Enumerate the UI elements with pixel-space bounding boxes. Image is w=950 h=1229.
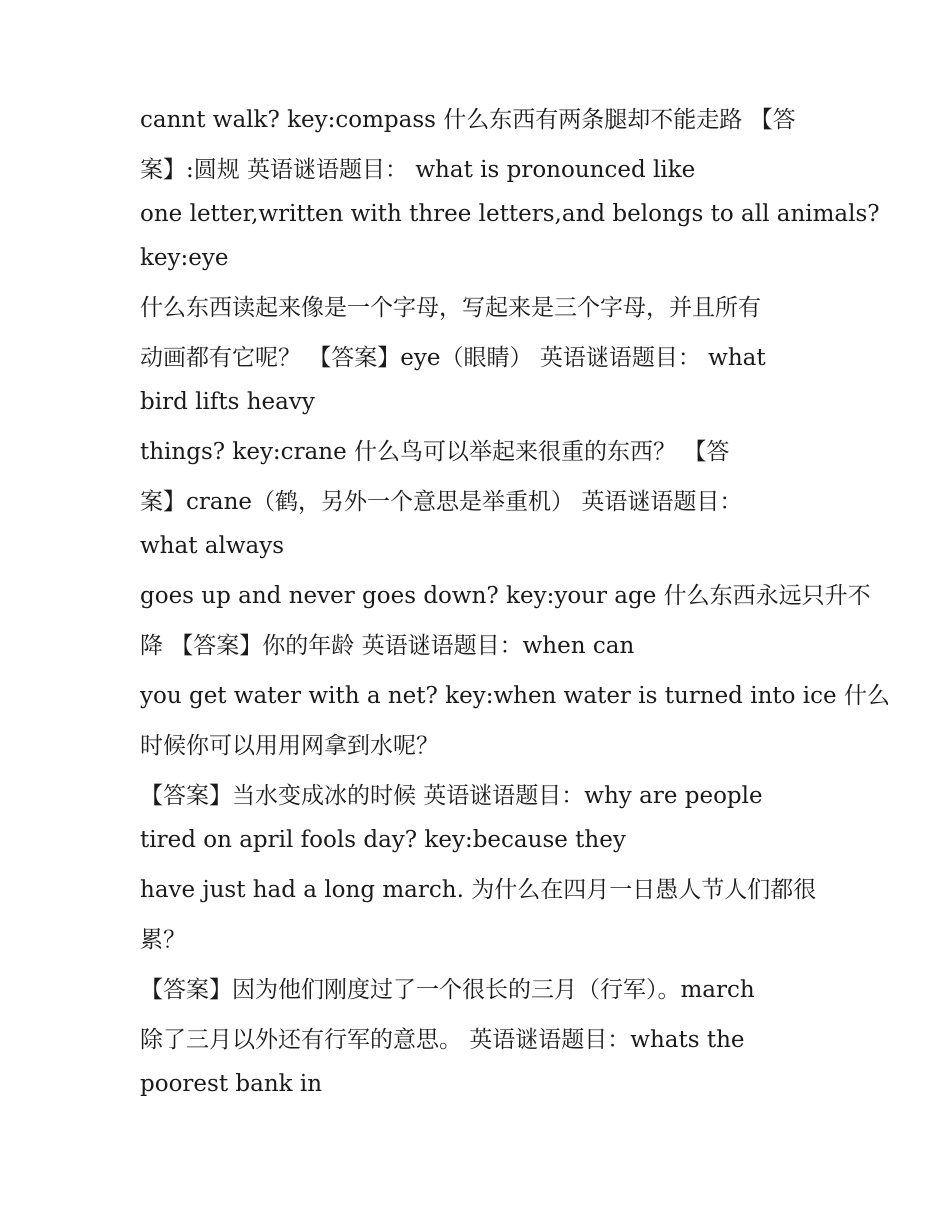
text-line: 案】crane（鹤，另外一个意思是举重机） 英语谜语题目： [140, 489, 743, 515]
text-line: what always [140, 533, 285, 559]
text-line: cannt walk? key:compass 什么东西有两条腿却不能走路 【答 [140, 107, 796, 133]
text-line: 案】:圆规 英语谜语题目： what is pronounced like [140, 157, 696, 183]
text-line: tired on april fools day? key:because they [140, 827, 626, 853]
document-text [140, 106, 890, 1098]
text-line: one letter,written with three letters,and belongs to all animals? [140, 201, 880, 227]
text-line: poorest bank in [140, 1071, 323, 1097]
text-line: 时候你可以用用网拿到水呢？ [140, 733, 439, 759]
text-line: bird lifts heavy [140, 389, 315, 415]
text-line: things? key:crane 什么鸟可以举起来很重的东西？ 【答 [140, 439, 730, 465]
text-line: 【答案】因为他们刚度过了一个很长的三月（行军）。march [140, 977, 755, 1003]
text-line: 动画都有它呢？ 【答案】eye（眼睛） 英语谜语题目： what [140, 345, 766, 371]
text-line: 什么东西读起来像是一个字母，写起来是三个字母，并且所有 [140, 295, 761, 321]
text-line: 除了三月以外还有行军的意思。 英语谜语题目：whats the [140, 1027, 745, 1053]
text-line: key:eye [140, 245, 229, 271]
text-line: you get water with a net? key:when water is turned into ice 什么 [140, 683, 890, 709]
text-line: 【答案】当水变成冰的时候 英语谜语题目：why are people [140, 783, 763, 809]
text-line: have just had a long march. 为什么在四月一日愚人节人们都很 [140, 877, 817, 903]
text-line: 降 【答案】你的年龄 英语谜语题目：when can [140, 633, 635, 659]
text-line: goes up and never goes down? key:your age 什么东西永远只升不 [140, 583, 871, 609]
text-line: 累？ [140, 927, 186, 953]
